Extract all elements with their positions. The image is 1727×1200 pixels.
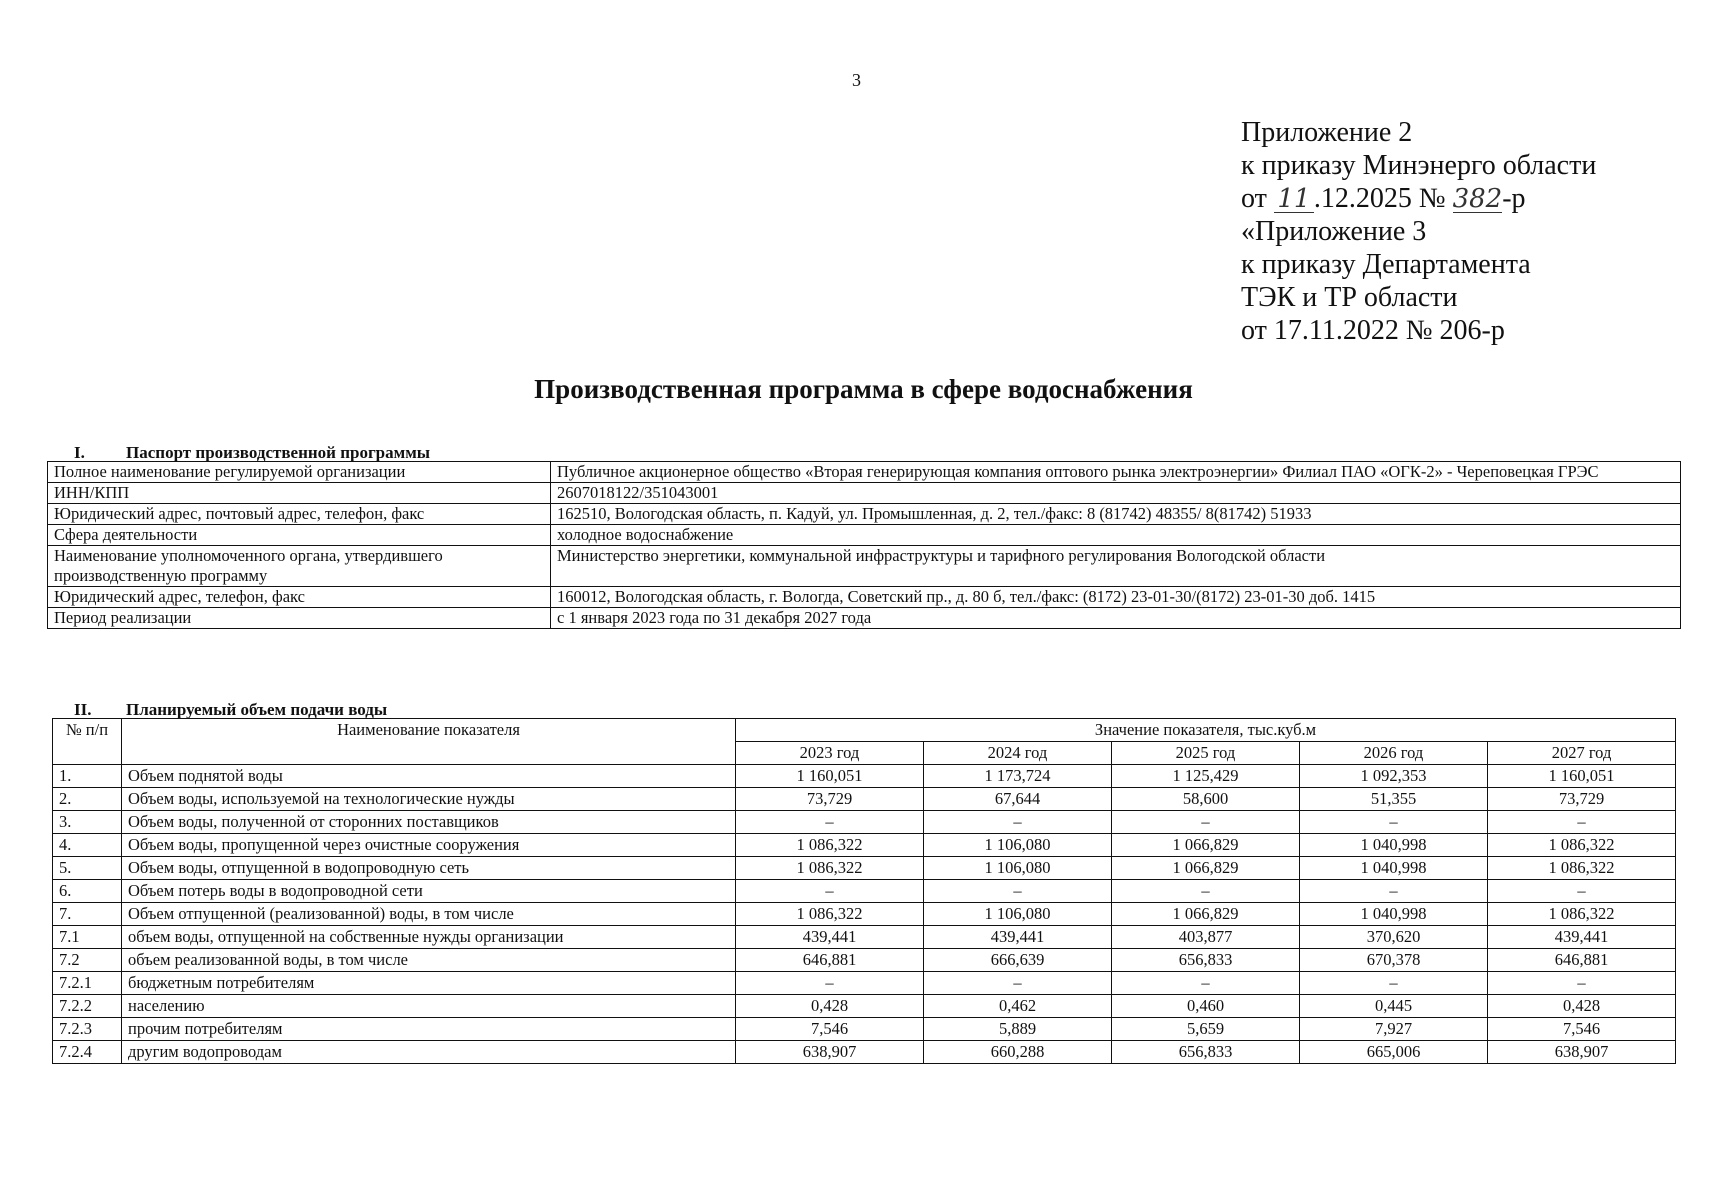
row-indicator-name: бюджетным потребителям — [122, 972, 736, 995]
passport-label: Полное наименование регулируемой организации — [48, 462, 551, 483]
col-header-values: Значение показателя, тыс.куб.м — [736, 719, 1676, 742]
passport-row — [48, 608, 1681, 629]
annex-block — [1241, 116, 1596, 347]
col-header-indicator: Наименование показателя — [122, 719, 736, 765]
col-header-year: 2023 год — [736, 742, 924, 765]
table-row — [53, 903, 1676, 926]
table-row — [53, 765, 1676, 788]
annex-line-6: ТЭК и ТР области — [1241, 282, 1458, 313]
annex-line-2: к приказу Минэнерго области — [1241, 150, 1597, 181]
row-indicator-name: другим водопроводам — [122, 1041, 736, 1064]
row-indicator-name: объем реализованной воды, в том числе — [122, 949, 736, 972]
passport-label: Наименование уполномоченного органа, утвердившего производственную программу — [48, 546, 551, 587]
row-value: 0,428 — [736, 995, 924, 1018]
row-value: 646,881 — [1488, 949, 1676, 972]
annex-line-7: от 17.11.2022 № 206-р — [1241, 315, 1505, 346]
row-value: 660,288 — [924, 1041, 1112, 1064]
row-number: 5. — [53, 857, 122, 880]
row-value: 1 040,998 — [1300, 834, 1488, 857]
table-row — [53, 834, 1676, 857]
row-value: 1 125,429 — [1112, 765, 1300, 788]
row-value: 1 066,829 — [1112, 857, 1300, 880]
section-1-title: Паспорт производственной программы — [126, 443, 431, 462]
row-value: 666,639 — [924, 949, 1112, 972]
table-row — [53, 857, 1676, 880]
row-value: 638,907 — [736, 1041, 924, 1064]
row-value: 1 086,322 — [736, 903, 924, 926]
row-value: – — [924, 811, 1112, 834]
section-2-heading — [74, 700, 387, 719]
row-value: – — [1300, 972, 1488, 995]
table-row — [53, 1041, 1676, 1064]
row-value: 646,881 — [736, 949, 924, 972]
table-row — [53, 788, 1676, 811]
row-value: 370,620 — [1300, 926, 1488, 949]
section-2-title: Планируемый объем подачи воды — [126, 700, 388, 719]
passport-value: 162510, Вологодская область, п. Кадуй, ул. Промышленная, д. 2, тел./факс: 8 (81742) 48355/ 8(81742) 51933 — [551, 504, 1681, 525]
section-2-number: II. — [74, 700, 92, 719]
passport-row — [48, 525, 1681, 546]
row-indicator-name: Объем воды, полученной от сторонних поставщиков — [122, 811, 736, 834]
row-value: 439,441 — [924, 926, 1112, 949]
row-indicator-name: населению — [122, 995, 736, 1018]
annex-line-1: Приложение 2 — [1241, 117, 1413, 148]
passport-value: Публичное акционерное общество «Вторая генерирующая компания оптового рынка электроэнергии» Филиал ПАО «ОГК-2» - Череповецкая ГРЭС — [551, 462, 1681, 483]
row-number: 7.1 — [53, 926, 122, 949]
passport-label: ИНН/КПП — [48, 483, 551, 504]
row-value: – — [1300, 880, 1488, 903]
row-value: – — [924, 972, 1112, 995]
row-value: 1 092,353 — [1300, 765, 1488, 788]
row-indicator-name: Объем потерь воды в водопроводной сети — [122, 880, 736, 903]
row-value: 1 066,829 — [1112, 903, 1300, 926]
row-value: 1 160,051 — [736, 765, 924, 788]
section-1-heading — [74, 443, 430, 462]
col-header-number: № п/п — [53, 719, 122, 765]
table-row — [53, 926, 1676, 949]
row-value: 73,729 — [736, 788, 924, 811]
row-value: 58,600 — [1112, 788, 1300, 811]
passport-row — [48, 587, 1681, 608]
row-value: – — [1112, 880, 1300, 903]
row-value: – — [1112, 811, 1300, 834]
table-row — [53, 811, 1676, 834]
passport-row — [48, 483, 1681, 504]
row-value: 51,355 — [1300, 788, 1488, 811]
row-value: 1 086,322 — [736, 834, 924, 857]
row-indicator-name: прочим потребителям — [122, 1018, 736, 1041]
row-value: 7,927 — [1300, 1018, 1488, 1041]
row-value: 638,907 — [1488, 1041, 1676, 1064]
row-value: 0,428 — [1488, 995, 1676, 1018]
row-value: 656,833 — [1112, 949, 1300, 972]
row-indicator-name: Объем воды, используемой на технологические нужды — [122, 788, 736, 811]
row-value: 656,833 — [1112, 1041, 1300, 1064]
row-value: 67,644 — [924, 788, 1112, 811]
annex-date-suffix: -р — [1502, 183, 1526, 214]
row-value: 1 086,322 — [1488, 857, 1676, 880]
row-value: 0,462 — [924, 995, 1112, 1018]
page-number: 3 — [852, 70, 861, 90]
row-value: – — [1488, 811, 1676, 834]
row-indicator-name: Объем воды, отпущенной в водопроводную сеть — [122, 857, 736, 880]
row-value: – — [736, 880, 924, 903]
passport-label: Юридический адрес, почтовый адрес, телефон, факс — [48, 504, 551, 525]
row-value: 1 106,080 — [924, 857, 1112, 880]
row-value: 1 086,322 — [1488, 903, 1676, 926]
col-header-year: 2025 год — [1112, 742, 1300, 765]
annex-date-prefix: от — [1241, 183, 1267, 214]
row-value: – — [1112, 972, 1300, 995]
row-value: – — [736, 972, 924, 995]
passport-row — [48, 504, 1681, 525]
row-value: – — [736, 811, 924, 834]
row-value: 5,889 — [924, 1018, 1112, 1041]
row-value: 439,441 — [736, 926, 924, 949]
handwritten-day: 11 — [1274, 186, 1314, 213]
row-indicator-name: Объем поднятой воды — [122, 765, 736, 788]
row-number: 2. — [53, 788, 122, 811]
passport-value: 2607018122/351043001 — [551, 483, 1681, 504]
row-value: – — [1488, 880, 1676, 903]
row-number: 3. — [53, 811, 122, 834]
row-value: 1 066,829 — [1112, 834, 1300, 857]
passport-row — [48, 462, 1681, 483]
row-value: 403,877 — [1112, 926, 1300, 949]
col-header-year: 2027 год — [1488, 742, 1676, 765]
row-indicator-name: объем воды, отпущенной на собственные нужды организации — [122, 926, 736, 949]
row-value: 0,445 — [1300, 995, 1488, 1018]
annex-line-3 — [1241, 182, 1596, 215]
water-volume-table — [52, 718, 1676, 1064]
row-value: 439,441 — [1488, 926, 1676, 949]
row-indicator-name: Объем отпущенной (реализованной) воды, в том числе — [122, 903, 736, 926]
passport-label: Сфера деятельности — [48, 525, 551, 546]
col-header-year: 2026 год — [1300, 742, 1488, 765]
handwritten-order-number: 382 — [1452, 184, 1503, 214]
table-row — [53, 995, 1676, 1018]
row-value: – — [1488, 972, 1676, 995]
row-value: 1 040,998 — [1300, 903, 1488, 926]
row-number: 6. — [53, 880, 122, 903]
annex-line-4: «Приложение 3 — [1241, 216, 1427, 247]
row-value: 1 086,322 — [1488, 834, 1676, 857]
row-value: 7,546 — [1488, 1018, 1676, 1041]
table-row — [53, 972, 1676, 995]
row-value: 1 160,051 — [1488, 765, 1676, 788]
row-number: 7.2.2 — [53, 995, 122, 1018]
row-value: 0,460 — [1112, 995, 1300, 1018]
row-indicator-name: Объем воды, пропущенной через очистные сооружения — [122, 834, 736, 857]
row-value: 7,546 — [736, 1018, 924, 1041]
row-value: – — [1300, 811, 1488, 834]
row-value: 665,006 — [1300, 1041, 1488, 1064]
passport-value: Министерство энергетики, коммунальной инфраструктуры и тарифного регулирования Вологодской области — [551, 546, 1681, 587]
row-value: 73,729 — [1488, 788, 1676, 811]
row-value: – — [924, 880, 1112, 903]
row-value: 670,378 — [1300, 949, 1488, 972]
row-number: 4. — [53, 834, 122, 857]
row-number: 7.2.3 — [53, 1018, 122, 1041]
row-number: 7. — [53, 903, 122, 926]
row-value: 5,659 — [1112, 1018, 1300, 1041]
row-number: 7.2.1 — [53, 972, 122, 995]
section-1-number: I. — [74, 443, 85, 462]
document-title: Производственная программа в сфере водоснабжения — [534, 374, 1193, 404]
table-row — [53, 880, 1676, 903]
passport-label: Период реализации — [48, 608, 551, 629]
row-value: 1 086,322 — [736, 857, 924, 880]
col-header-year: 2024 год — [924, 742, 1112, 765]
passport-label: Юридический адрес, телефон, факс — [48, 587, 551, 608]
annex-line-5: к приказу Департамента — [1241, 249, 1531, 280]
passport-table — [47, 461, 1681, 629]
passport-value: с 1 января 2023 года по 31 декабря 2027 года — [551, 608, 1681, 629]
passport-row — [48, 546, 1681, 587]
table-row — [53, 1018, 1676, 1041]
row-value: 1 173,724 — [924, 765, 1112, 788]
table-row — [53, 949, 1676, 972]
row-number: 7.2.4 — [53, 1041, 122, 1064]
row-value: 1 040,998 — [1300, 857, 1488, 880]
row-value: 1 106,080 — [924, 834, 1112, 857]
row-number: 7.2 — [53, 949, 122, 972]
row-number: 1. — [53, 765, 122, 788]
passport-value: 160012, Вологодская область, г. Вологда, Советский пр., д. 80 б, тел./факс: (8172) 23-01-30/(8172) 23-01-30 доб. 1415 — [551, 587, 1681, 608]
row-value: 1 106,080 — [924, 903, 1112, 926]
passport-value: холодное водоснабжение — [551, 525, 1681, 546]
annex-date-mid: .12.2025 № — [1313, 183, 1446, 214]
